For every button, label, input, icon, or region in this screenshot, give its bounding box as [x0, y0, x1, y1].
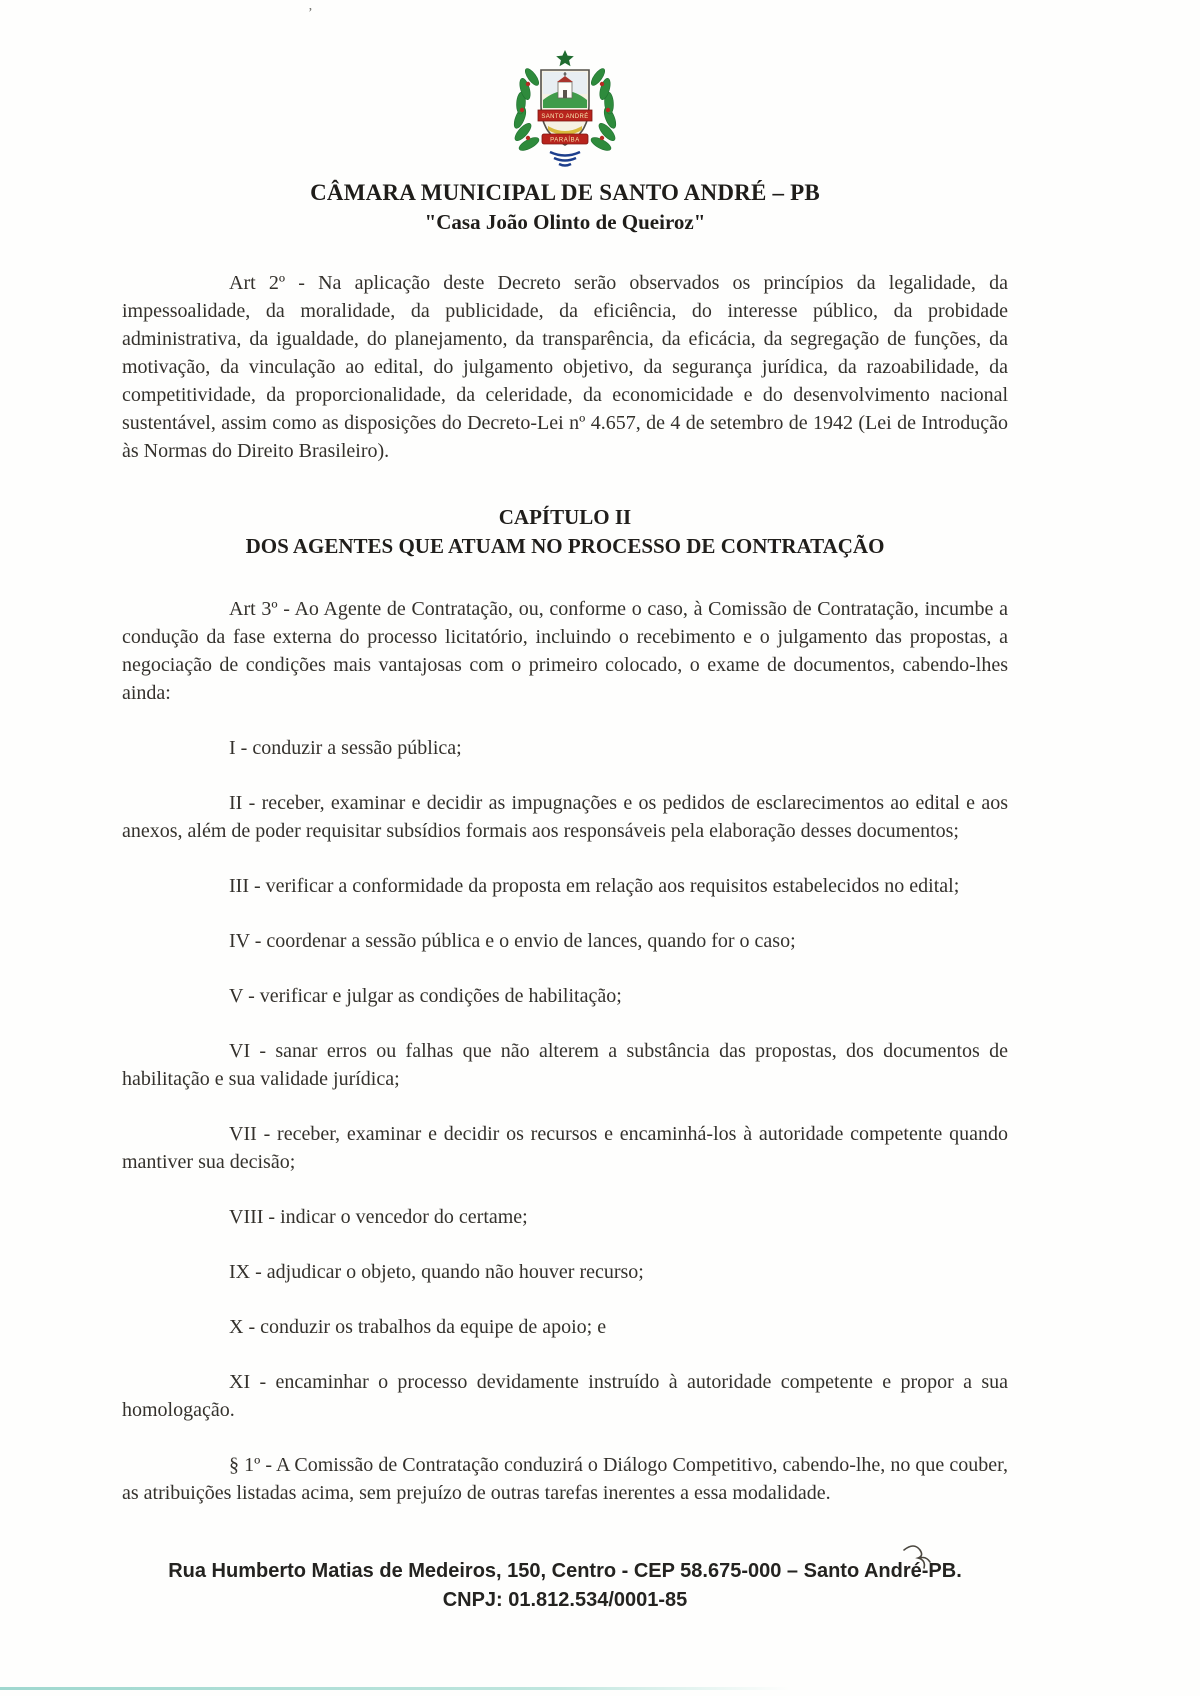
clause-iv: IV - coordenar a sessão pública e o envio de lances, quando for o caso; — [229, 930, 796, 952]
coat-of-arms-emblem — [504, 48, 626, 174]
chapter-heading — [122, 503, 1008, 561]
scan-artifact-line — [0, 1687, 790, 1690]
svg-text:SANTO ANDRÉ: SANTO ANDRÉ — [541, 114, 589, 120]
clause-vi: VI - sanar erros ou falhas que não alterem a substância das propostas, dos documentos de habilitação e sua validade jurídica; — [122, 1040, 1008, 1090]
chapter-title: CAPÍTULO II — [498, 505, 632, 529]
clause-xi: XI - encaminhar o processo devidamente instruído à autoridade competente e propor a sua homologação. — [122, 1371, 1008, 1421]
clause-i: I - conduzir a sessão pública; — [229, 737, 462, 759]
org-name: CÂMARA MUNICIPAL DE SANTO ANDRÉ – PB — [310, 180, 820, 205]
svg-text:PARAÍBA: PARAÍBA — [550, 137, 580, 144]
article-2-paragraph: Art 2º - Na aplicação deste Decreto serão observados os princípios da legalidade, da impessoalidade, da moralidade, da publicidade, da eficiência, do interesse público, da probidade administrativa, da igualdade, do planejamento, da transparência, da eficácia, da segregação de funções, da motivação, da vinculação ao edital, do julgamento objetivo, da segurança jurídica, da razoabilidade, da competitividade, da proporcionalidade, da celeridade, da economicidade e do desenvolvimento nacional sustentável, assim como as disposições do Decreto-Lei nº 4.657, de 4 de setembro de 1942 (Lei de Introdução às Normas do Direito Brasileiro). — [122, 272, 1008, 462]
clause-vii: VII - receber, examinar e decidir os recursos e encaminhá-los à autoridade competente quando mantiver sua decisão; — [122, 1123, 1008, 1173]
star-icon — [556, 50, 574, 66]
scan-speck: ’ — [308, 6, 313, 21]
document-footer — [122, 1560, 1008, 1696]
paragraph-1: § 1º - A Comissão de Contratação conduzirá o Diálogo Competitivo, cabendo-lhe, no que couber, as atribuições listadas acima, sem prejuízo de outras tarefas inerentes a essa modalidade. — [122, 1454, 1008, 1504]
article-3-paragraph: Art 3º - Ao Agente de Contratação, ou, conforme o caso, à Comissão de Contratação, incumbe a condução da fase externa do processo licitatório, incluindo o recebimento e o julgamento das propostas, a negociação de condições mais vantajosas com o primeiro colocado, o exame de documentos, cabendo-lhes ainda: — [122, 598, 1008, 704]
clause-iii: III - verificar a conformidade da proposta em relação aos requisitos estabelecidos no edital; — [229, 875, 960, 897]
chapter-subtitle: DOS AGENTES QUE ATUAM NO PROCESSO DE CONTRATAÇÃO — [245, 534, 885, 558]
clause-x: X - conduzir os trabalhos da equipe de apoio; e — [229, 1316, 607, 1338]
clause-ii: II - receber, examinar e decidir as impugnações e os pedidos de esclarecimentos ao edital e aos anexos, além de poder requisitar subsídios formais aos responsáveis pela elaboração desses documentos; — [122, 792, 1008, 842]
footer-cnpj: CNPJ: 01.812.534/0001-85 — [442, 1589, 688, 1611]
pen-mark — [900, 1544, 934, 1580]
footer-address: Rua Humberto Matias de Medeiros, 150, Centro - CEP 58.675-000 – Santo André-PB. — [168, 1560, 962, 1582]
org-subtitle: "Casa João Olinto de Queiroz" — [424, 210, 706, 234]
document-body — [122, 269, 1008, 1534]
clause-viii: VIII - indicar o vencedor do certame; — [229, 1206, 528, 1228]
letterhead — [122, 48, 1008, 235]
clause-ix: IX - adjudicar o objeto, quando não houver recurso; — [229, 1261, 644, 1283]
clause-v: V - verificar e julgar as condições de habilitação; — [229, 985, 622, 1007]
